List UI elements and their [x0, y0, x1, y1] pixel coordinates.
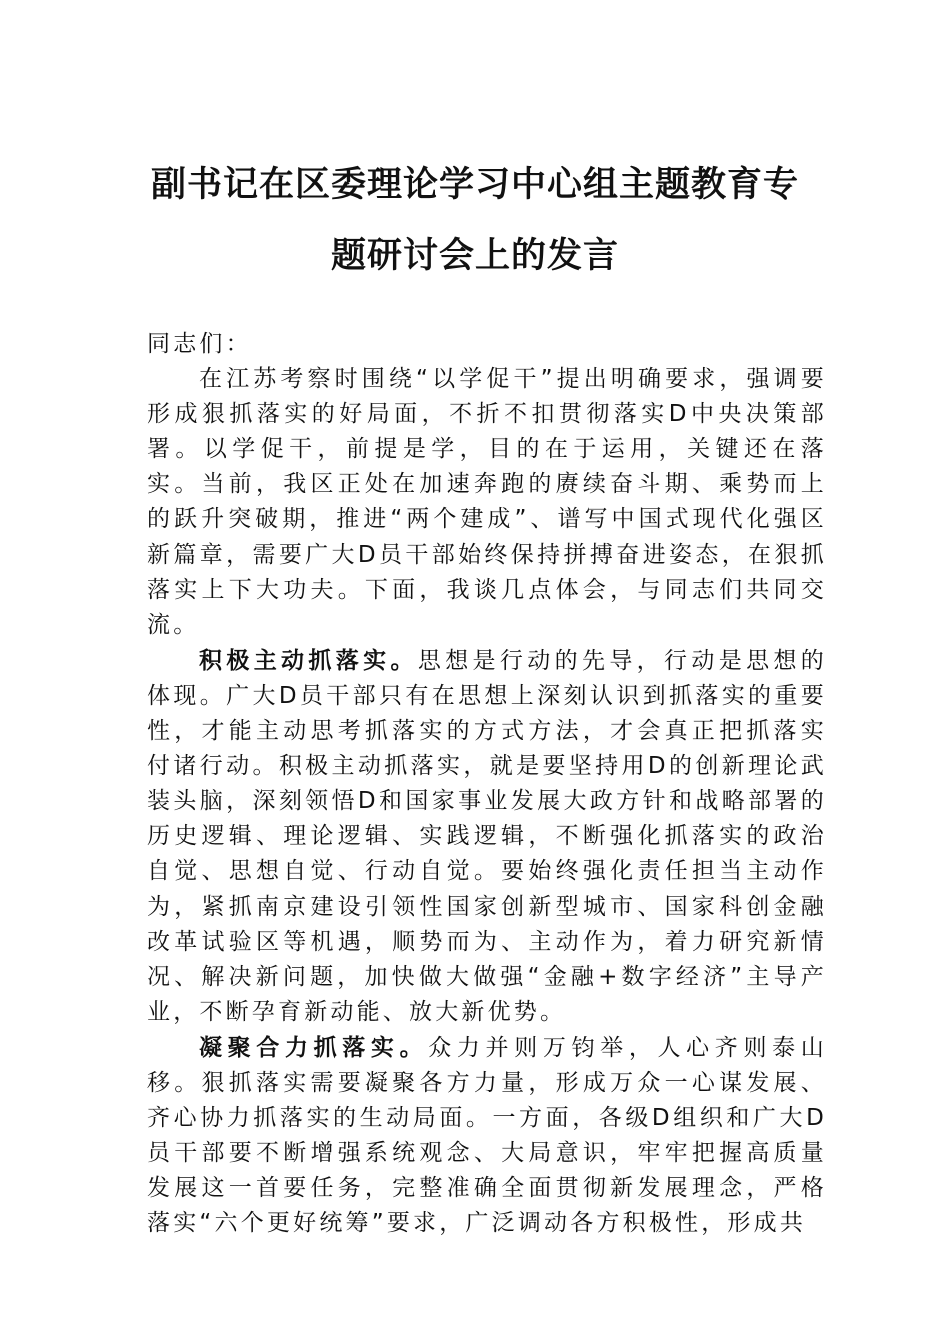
- section-1-paragraph: [147, 643, 827, 1030]
- document-title-line-1: 副书记在区委理论学习中心组主题教育专: [150, 164, 799, 205]
- salutation: 同志们：: [147, 331, 252, 357]
- intro-paragraph: 在江苏考察时围绕“以学促干”提出明确要求，强调要形成狠抓落实的好局面，不折不扣贯彻落实D中央决策部署。以学促干，前提是学，目的在于运用，关键还在落实。当前，我区正处在加速奔跑的赓续奋斗期、乘势而上的跃升突破期，推进“两个建成”、谱写中国式现代化强区新篇章，需要广大D员干部始终保持拼搏奋进姿态，在狠抓落实上下大功夫。下面，我谈几点体会，与同志们共同交流。: [147, 366, 827, 638]
- section-2-heading: 凝聚合力抓落实。: [199, 1033, 429, 1061]
- section-1-heading: 积极主动抓落实。: [199, 646, 418, 674]
- document-body: [147, 327, 827, 1241]
- section-1-text: 思想是行动的先导，行动是思想的体现。广大D员干部只有在思想上深刻认识到抓落实的重要性，才能主动思考抓落实的方式方法，才会真正把抓落实付诸行动。积极主动抓落实，就是要坚持用D的创新理论武装头脑，深刻领悟D和国家事业发展大政方针和战略部署的历史逻辑、理论逻辑、实践逻辑，不断强化抓落实的政治自觉、思想自觉、行动自觉。要始终强化责任担当主动作为，紧抓南京建设引领性国家创新型城市、国家科创金融改革试验区等机遇，顺势而为、主动作为，着力研究新情况、解决新问题，加快做大做强“金融+数字经济”主导产业，不断孕育新动能、放大新优势。: [147, 647, 828, 1025]
- section-2-text: 众力并则万钧举，人心齐则泰山移。狠抓落实需要凝聚各方力量，形成万众一心谋发展、齐心协力抓落实的生动局面。一方面，各级D组织和广大D员干部要不断增强系统观念、大局意识，牢牢把握高质量发展这一首要任务，完整准确全面贯彻新发展理念，严格落实“六个更好统筹”要求，广泛调动各方积极性，形成共: [147, 1034, 827, 1237]
- document-title-line-2: 题研讨会上的发言: [330, 235, 619, 276]
- section-2-paragraph: [147, 1030, 827, 1242]
